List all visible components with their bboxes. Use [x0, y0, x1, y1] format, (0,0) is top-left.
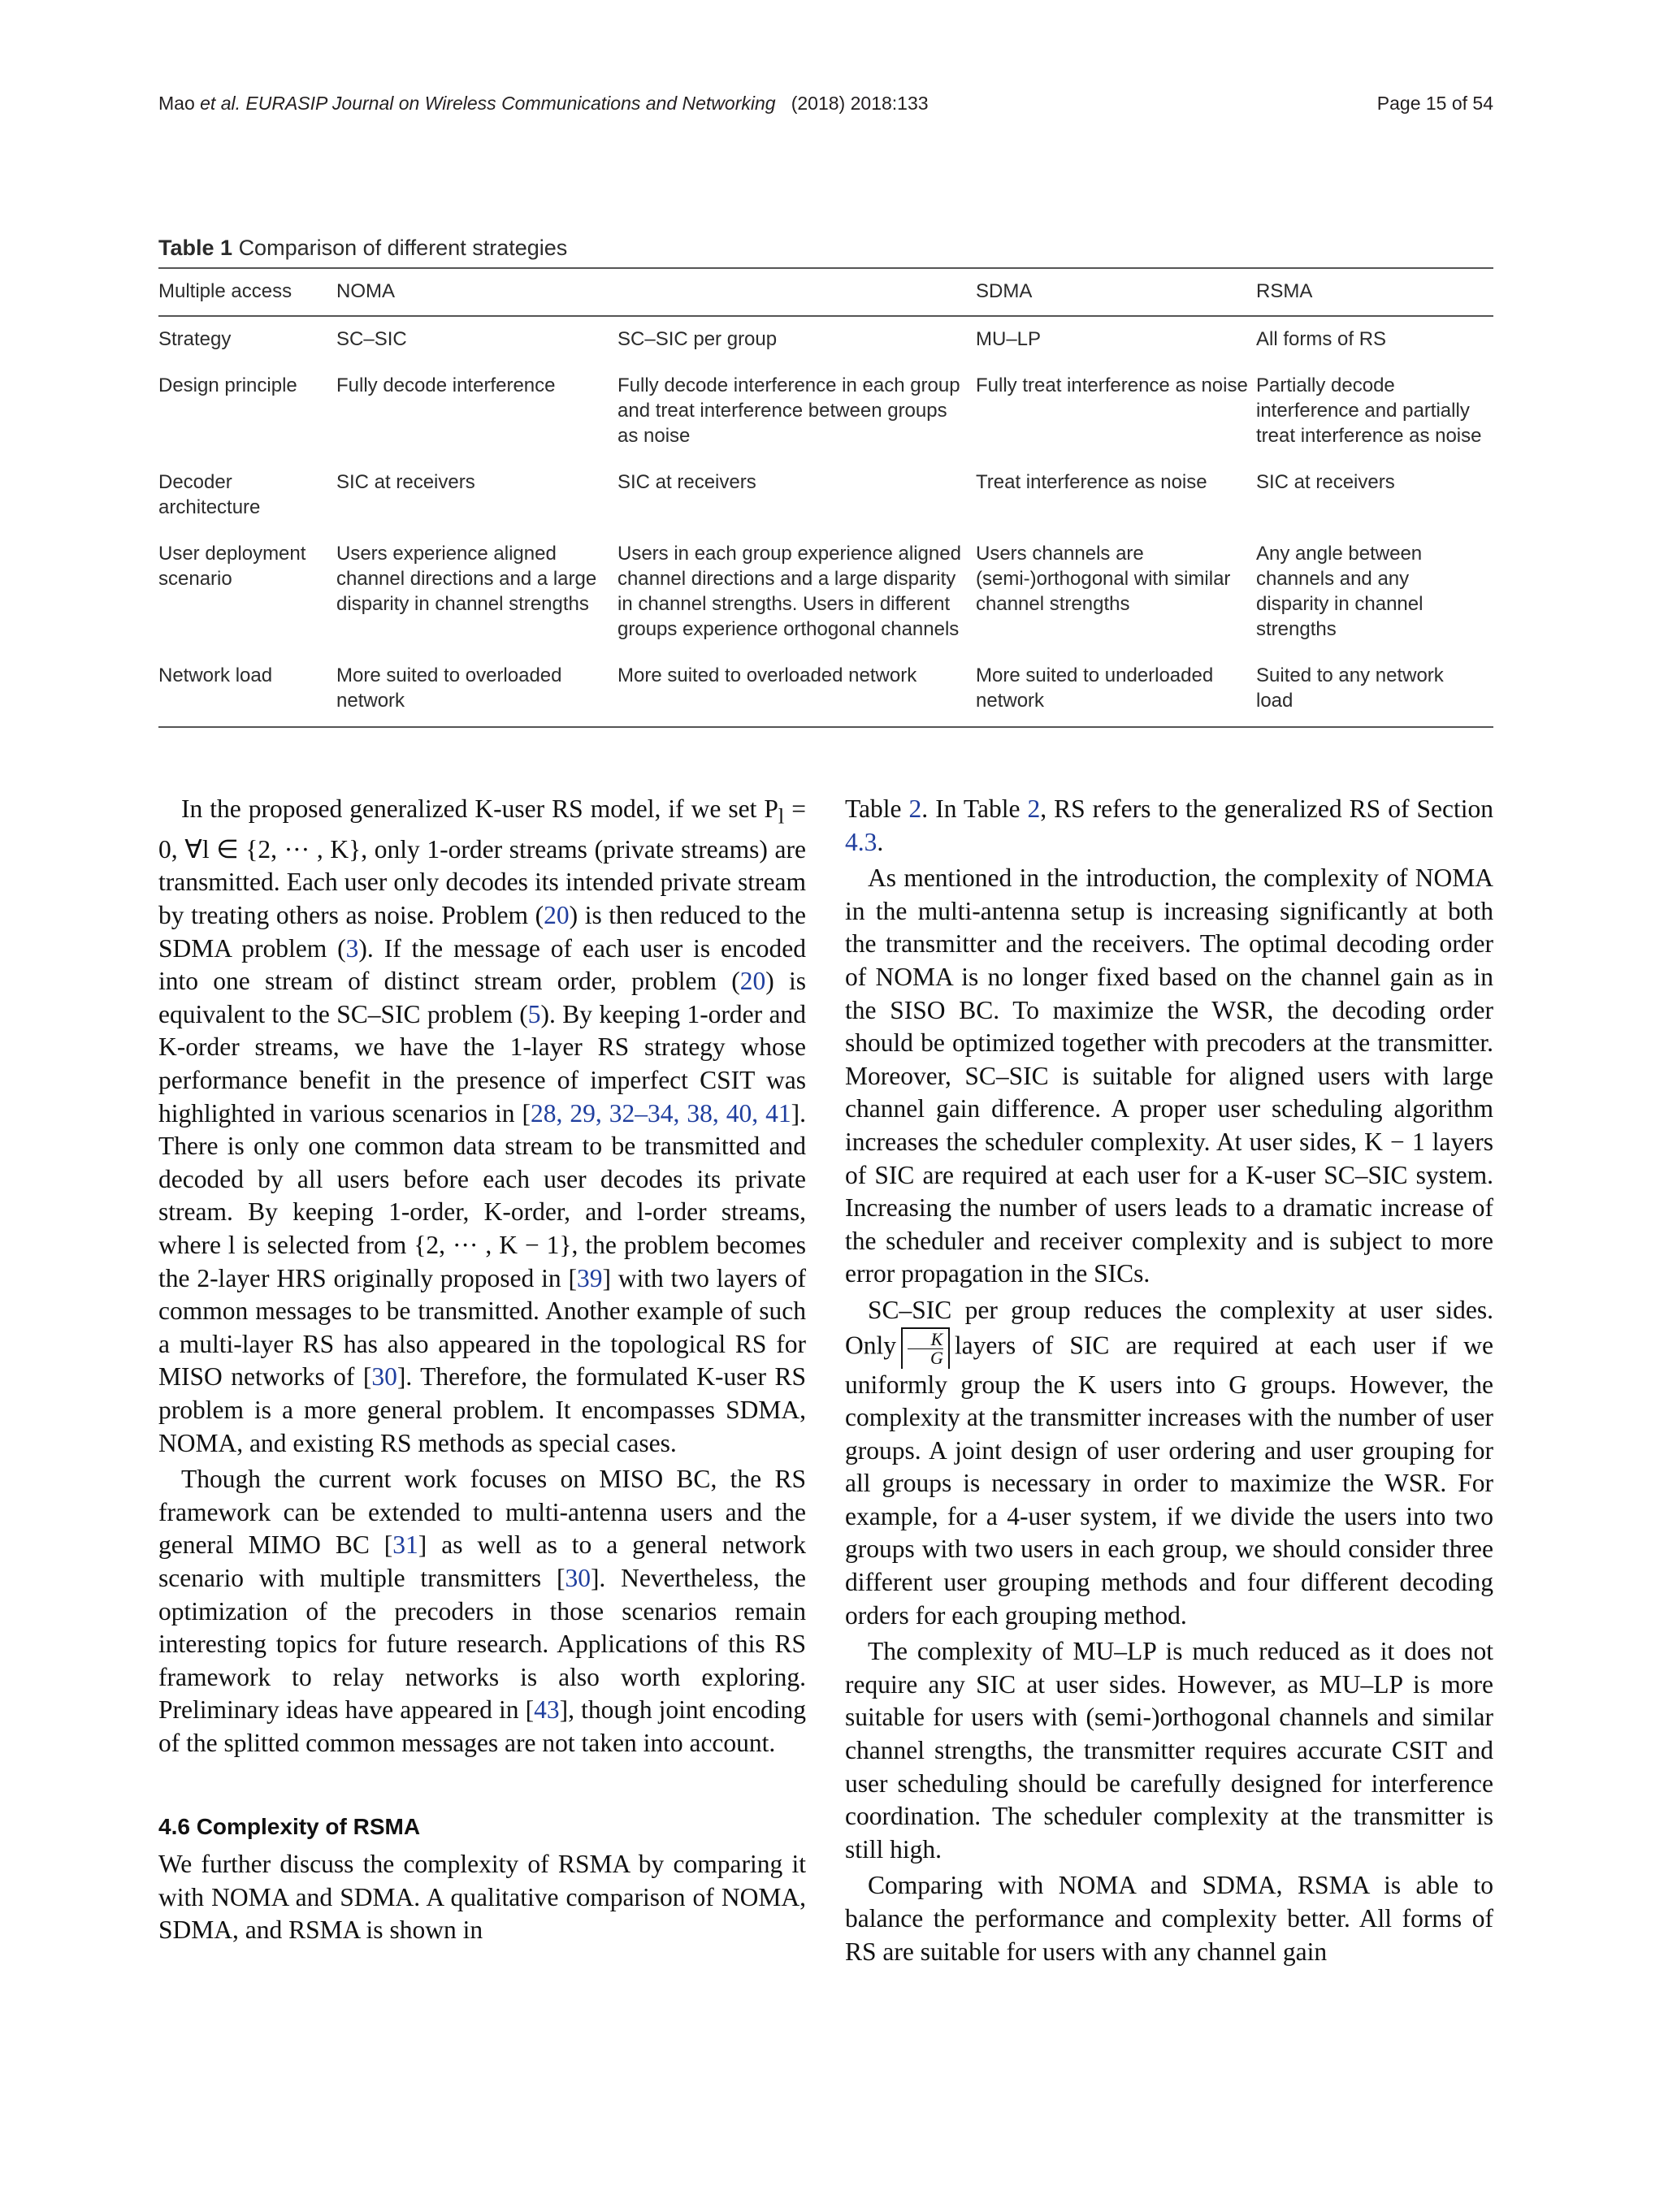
section-heading: 4.6 Complexity of RSMA [158, 1813, 421, 1839]
table-cell: Suited to any network load [1256, 655, 1493, 727]
table-cell: Treat interference as noise [976, 471, 1207, 493]
running-header [158, 93, 1493, 122]
table-cell: User deployment scenario [158, 543, 306, 590]
comparison-table [158, 267, 1493, 728]
table-reference[interactable]: 2 [908, 794, 922, 823]
paragraph-mu-lp-complexity: The complexity of MU–LP is much reduced as it does not require any SIC at user sides. However, as MU–LP is more suitable for users with (semi-)orthogonal channels and similar channel strengths, the transmitter requires accurate CSIT and user scheduling should be carefully designed for interference coordination. The scheduler complexity at the transmitter is still high. [845, 1637, 1493, 1864]
table-cell: Users in each group experience aligned channel directions and a large disparity in channel strengths. Users in different groups experience orthogonal channels [618, 543, 961, 640]
citation-reference[interactable]: 30 [371, 1362, 397, 1392]
text-run: In the proposed generalized K-user RS model, if we set P [181, 794, 778, 823]
equation-reference[interactable]: 3 [345, 933, 359, 963]
text-run: Though the current work focuses on MISO BC, the RS framework can be extended to multi-antenna users and the general MIMO BC [ [158, 1465, 806, 1560]
table-cell: Users experience aligned channel directions and a large disparity in channel strengths [336, 543, 597, 615]
header-authors: Mao [158, 93, 201, 114]
paragraph-noma-complexity: As mentioned in the introduction, the complexity of NOMA in the multi-antenna setup is increasing significantly at both the transmitter and the receivers. The optimal decoding order of NOMA is no longer fixed based on the channel gain as in the SISO BC. To maximize the WSR, the decoding order should be optimized together with precoders at the transmitter. Moreover, SC–SIC is suitable for aligned users with large channel gain difference. A proper user scheduling algorithm increases the scheduler complexity. At user sides, K − 1 layers of SIC are required at each user for a K-user SC–SIC system. Increasing the number of users leads to a dramatic increase of the scheduler and receiver complexity and is subject to more error propagation in the SICs. [845, 864, 1493, 1288]
text-subscript: l [778, 804, 785, 829]
table-header-cell [618, 268, 976, 316]
table-cell: Users channels are (semi-)orthogonal with similar channel strengths [976, 543, 1231, 615]
paragraph-rsma-balance: Comparing with NOMA and SDMA, RSMA is able to balance the performance and complexity better. All forms of RS are suitable for users with any channel gain [845, 1871, 1493, 1966]
text-run: ). By keeping 1-order and K-order streams, we have the 1-layer RS strategy whose performance benefit in the presence of imperfect CSIT was highlighted in various scenarios in [ [158, 999, 806, 1128]
table-cell: Fully decode interference [336, 374, 556, 396]
text-run: ). If the message of each user is encoded into one stream of distinct stream order, problem ( [158, 933, 807, 996]
table-cell: More suited to overloaded network [336, 655, 618, 727]
text-run: ] with two layers of common messages to be transmitted. Another example of such a multi-layer RS has also appeared in the topological RS for MISO networks of [ [158, 1263, 806, 1392]
right-column [845, 793, 1493, 1972]
equation-reference[interactable]: 5 [527, 999, 541, 1028]
header-citation [158, 93, 929, 115]
table-cell: More suited to underloaded network [976, 655, 1256, 727]
ceiling-fraction [901, 1327, 950, 1369]
table-header-cell: Multiple access [158, 268, 336, 316]
table-cell: All forms of RS [1256, 328, 1387, 350]
section-reference[interactable]: 4.3 [845, 827, 878, 856]
text-run: ]. There is only one common data stream to be transmitted and decoded by all users before each user decodes its private stream. By keeping 1-order, K-order, and l-order streams, where l is selected from {2, ··· , K − 1}, the problem becomes the 2-layer HRS originally proposed in [ [158, 1098, 807, 1292]
table-caption [158, 236, 1493, 261]
paragraph-sc-sic-per-group [845, 1294, 1493, 1632]
table-caption-label: Table 1 [158, 236, 233, 260]
comparison-table-block [158, 236, 1493, 728]
table-cell: Partially decode interference and partially treat interference as noise [1256, 374, 1482, 447]
text-run: = 0, ∀l ∈ {2, ··· , K}, only 1-order streams (private streams) are transmitted. Each user only decodes its intended private stream by treating others as noise. Problem ( [158, 794, 806, 930]
table-reference[interactable]: 2 [1027, 794, 1041, 823]
paragraph-extensions [158, 1463, 806, 1760]
text-run: SC–SIC per group reduces the complexity at user sides. Only [845, 1295, 1493, 1360]
text-run: layers of SIC are required at each user if we uniformly group the K users into G groups. However, the complexity at the transmitter increases with the number of user groups. A joint design of user ordering and user grouping for all groups is necessary in order to maximize the WSR. For example, for a 4-user system, if we divide the users into two groups with two users in each group, we should consider three different user grouping methods and four different decoding orders for each grouping method. [845, 1331, 1493, 1630]
table-row [158, 316, 1493, 365]
citation-reference[interactable]: 30 [565, 1563, 591, 1592]
table-cell: SIC at receivers [618, 471, 756, 493]
citation-reference[interactable]: 43 [534, 1695, 560, 1725]
table-header-cell: RSMA [1256, 268, 1493, 316]
table-row [158, 655, 1493, 727]
table-cell: Decoder architecture [158, 471, 261, 518]
table-row [158, 365, 1493, 461]
table-cell: MU–LP [976, 328, 1042, 350]
table-header-cell: NOMA [336, 268, 618, 316]
equation-reference[interactable]: 20 [544, 901, 570, 930]
fraction-denominator: G [930, 1347, 943, 1368]
table-header-row [158, 268, 1493, 316]
paragraph-table-reference [845, 793, 1493, 859]
table-cell: Fully treat interference as noise [976, 374, 1248, 396]
citation-reference[interactable]: 31 [392, 1530, 418, 1560]
table-cell: Fully decode interference in each group and treat interference between groups as noise [618, 374, 960, 447]
header-year-volume: (2018) 2018:133 [791, 93, 929, 114]
text-run: ) is equivalent to the SC–SIC problem ( [158, 967, 806, 1028]
paragraph-complexity-intro: We further discuss the complexity of RSMA by comparing it with NOMA and SDMA. A qualitative comparison of NOMA, SDMA, and RSMA is shown in [158, 1850, 806, 1945]
text-run: ]. Nevertheless, the optimization of the precoders in those scenarios remain interesting topics for future research. Applications of this RS framework to relay networks is also worth exploring. Preliminary ideas have appeared in [ [158, 1563, 806, 1725]
table-cell: SIC at receivers [1256, 471, 1395, 493]
citation-reference[interactable]: 28, 29, 32–34, 38, 40, 41 [530, 1098, 791, 1128]
header-journal: EURASIP Journal on Wireless Communications and Networking [245, 93, 776, 114]
fraction-numerator: K [908, 1331, 943, 1349]
table-row [158, 461, 1493, 533]
table-cell: SC–SIC per group [618, 328, 778, 350]
table-cell: Network load [158, 655, 336, 727]
text-run: . [877, 827, 884, 856]
citation-reference[interactable]: 39 [576, 1263, 603, 1292]
header-authors-etal: et al. [200, 93, 241, 114]
text-run: Table [845, 794, 909, 823]
table-cell: More suited to overloaded network [618, 655, 976, 727]
text-run: ] as well as to a general network scenario with multiple transmitters [ [158, 1530, 807, 1592]
table-cell: Strategy [158, 328, 232, 350]
text-run: ]. Therefore, the formulated K-user RS problem is a more general problem. It encompasses SDMA, NOMA, and existing RS methods as special cases. [158, 1362, 806, 1457]
text-run: ], though joint encoding of the splitted common messages are not taken into account. [158, 1695, 806, 1757]
table-caption-text: Comparison of different strategies [238, 236, 568, 260]
table-row [158, 533, 1493, 655]
table-header-cell: SDMA [976, 268, 1256, 316]
table-cell: SC–SIC [336, 328, 407, 350]
table-cell: Design principle [158, 374, 297, 396]
table-cell: SIC at receivers [336, 471, 475, 493]
equation-reference[interactable]: 20 [739, 967, 766, 996]
text-run: . In Table [921, 794, 1028, 823]
header-page-number: Page 15 of 54 [1376, 93, 1493, 114]
text-run: ) is then reduced to the SDMA problem ( [158, 901, 806, 963]
left-column [158, 793, 806, 1950]
paragraph-rs-model [158, 793, 806, 1460]
table-cell: Any angle between channels and any disparity in channel strengths [1256, 543, 1424, 640]
text-run: , RS refers to the generalized RS of Section [1040, 794, 1493, 823]
